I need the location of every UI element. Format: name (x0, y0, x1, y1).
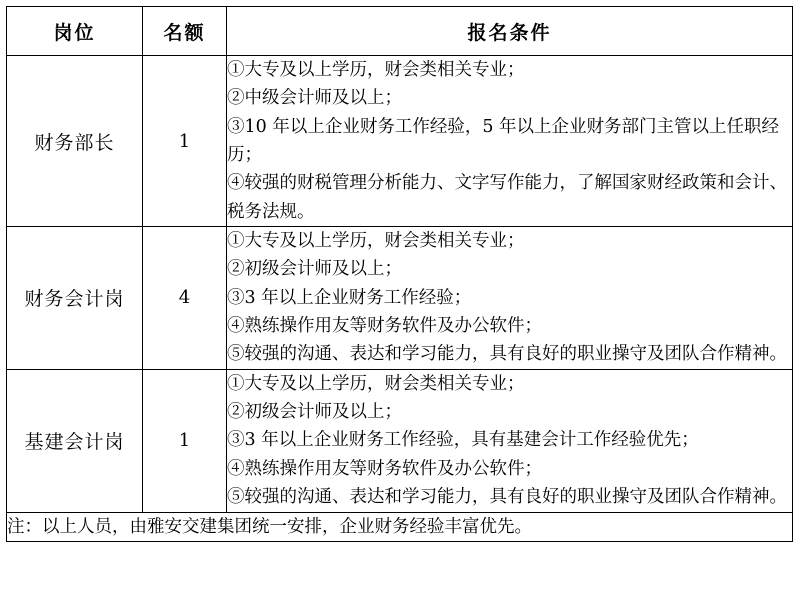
requirement-line: ③3 年以上企业财务工作经验，具有基建会计工作经验优先； (227, 430, 699, 451)
cell-quota: 4 (143, 227, 227, 370)
cell-requirements (227, 227, 793, 370)
requirement-line: ③3 年以上企业财务工作经验； (227, 287, 472, 308)
requirement-line: ①大专及以上学历，财会类相关专业； (227, 373, 525, 394)
cell-position: 财务部长 (7, 56, 143, 227)
requirement-line: ①大专及以上学历，财会类相关专业； (227, 231, 525, 252)
requirement-line: ②初级会计师及以上； (227, 259, 402, 280)
requirement-line: ⑤较强的沟通、表达和学习能力，具有良好的职业操守及团队合作精神。 (227, 344, 787, 365)
table-row (7, 56, 793, 227)
table-body (7, 56, 793, 542)
header-requirements: 报名条件 (227, 7, 793, 56)
table-note-row (7, 512, 793, 541)
cell-quota: 1 (143, 56, 227, 227)
cell-position: 财务会计岗 (7, 227, 143, 370)
header-quota: 名额 (143, 7, 227, 56)
requirement-line: ⑤较强的沟通、表达和学习能力，具有良好的职业操守及团队合作精神。 (227, 487, 787, 508)
header-row (7, 7, 793, 56)
requirement-line: ①大专及以上学历，财会类相关专业； (227, 60, 525, 80)
requirement-line: ④熟练操作用友等财务软件及办公软件； (227, 316, 542, 337)
table-row (7, 227, 793, 370)
requirement-line: ②中级会计师及以上； (227, 88, 402, 109)
cell-requirements (227, 369, 793, 512)
table-row (7, 369, 793, 512)
cell-requirements (227, 56, 793, 227)
table-note: 注：以上人员，由雅安交建集团统一安排，企业财务经验丰富优先。 (7, 512, 793, 541)
header-position: 岗位 (7, 7, 143, 56)
table-header (7, 7, 793, 56)
cell-position: 基建会计岗 (7, 369, 143, 512)
requirement-line: ④熟练操作用友等财务软件及办公软件； (227, 458, 542, 479)
requirement-line: ③10 年以上企业财务工作经验，5 年以上企业财务部门主管以上任职经历； (227, 116, 780, 166)
requirement-line: ②初级会计师及以上； (227, 402, 402, 423)
requirement-line: ④较强的财税管理分析能力、文字写作能力，了解国家财经政策和会计、税务法规。 (227, 173, 787, 222)
job-requirements-table (6, 6, 793, 542)
cell-quota: 1 (143, 369, 227, 512)
